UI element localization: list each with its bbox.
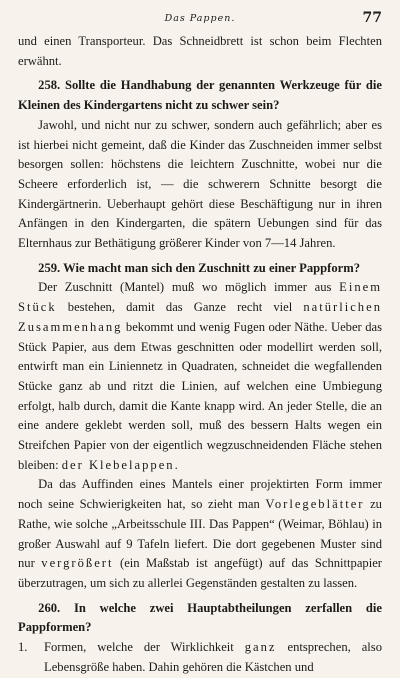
emphasis-text: Vorlegeblätter: [265, 497, 365, 512]
text-run: .: [174, 457, 178, 472]
text-run: zu Rathe, wie solche „Arbeitsschule III. Das Pappen“ (Weimar, Böhlau) in großer Auswahl auf 9 Tafeln liefert. Die dort gegebenen Muster sind nur: [18, 497, 382, 571]
list-item-1: [18, 638, 382, 677]
text-run: (ein Maßstab ist angefügt) auf das Schnittpapier überzutragen, um sich zu allerlei Gegenständen gestalten zu lassen.: [18, 556, 382, 590]
answer-258-paragraph: Jawohl, und nicht nur zu schwer, sondern auch gefährlich; aber es ist hierbei nicht gemeint, daß die Kinder das Zuschneiden immer selbst besorgen sollen: höchstens die leichtern Zuschnitte, wobei nur die Scheere erforderlich ist, — die schwerern Schnitte besorgt die Kindergärtnerin. Ueberhaupt gehört diese Beschäftigung nur in ihren Anfängen in den Kindergarten, die spätern Uebungen sind für das Elternhaus zur Bethätigung größerer Kinder von 7—14 Jahren.: [18, 117, 382, 251]
question-text: Wie macht man sich den Zuschnitt zu einer Pappform?: [63, 260, 361, 275]
question-259: [18, 259, 382, 279]
text-run: bestehen, damit das Ganze recht viel: [56, 300, 304, 315]
emphasis-text: der Klebelappen: [61, 457, 175, 472]
list-text: [44, 638, 382, 677]
emphasis-text: vergrößert: [41, 556, 114, 571]
answer-259-paragraph-2: [18, 475, 382, 593]
text-run: bekommt und wenig Fugen oder Näthe. Ueber das Stück Papier, aus dem Etwas geschnitten oder modellirt werden soll, entwirft man ein Liniennetz in Quadraten, schneidet die wegfallenden Stücke ganz ab und ritzt die Linien, auf welchen eine Umbiegung erfolgt, halb durch, damit die Kante knapp wird. An jeder Stelle, die an eine andere geklebt werden soll, muß des bessern Halts wegen ein Streifchen Papier von der eigentlich wegzuschneidenden Fläche stehen bleiben:: [18, 319, 382, 472]
emphasis-text: natürlichen Zusammenhang: [18, 300, 382, 334]
answer-259-paragraph-1: [18, 278, 382, 475]
text-run: Da das Auffinden eines Mantels einer projektirten Form immer noch seine Schwierigkeiten hat, so zieht man: [18, 477, 382, 512]
question-number: 260.: [38, 600, 61, 615]
intro-paragraph: und einen Transporteur. Das Schneidbrett ist schon beim Flechten erwähnt.: [18, 34, 382, 68]
text-run: Der Zuschnitt (Mantel) muß wo möglich immer aus: [38, 280, 340, 295]
text-run: entsprechen, also Lebensgröße haben. Dahin gehören die Kästchen und: [44, 640, 382, 674]
page-body: [18, 32, 382, 678]
running-title: Das Pappen.: [164, 13, 236, 24]
question-number: 259.: [38, 260, 61, 275]
question-number: 258.: [38, 78, 61, 93]
list-number: 1.: [18, 640, 28, 655]
question-text: Sollte die Handhabung der genannten Werkzeuge für die Kleinen des Kindergartens nicht zu schwer sein?: [18, 78, 382, 113]
text-run: Formen, welche der Wirklichkeit: [44, 640, 245, 655]
emphasis-text: ganz: [244, 640, 277, 655]
page-header: [18, 10, 382, 32]
question-260: [18, 599, 382, 638]
question-text: In welche zwei Hauptabtheilungen zerfallen die Pappformen?: [18, 600, 383, 635]
question-258: [18, 76, 382, 115]
page-number: 77: [362, 10, 382, 26]
emphasis-text: Einem Stück: [18, 280, 382, 315]
